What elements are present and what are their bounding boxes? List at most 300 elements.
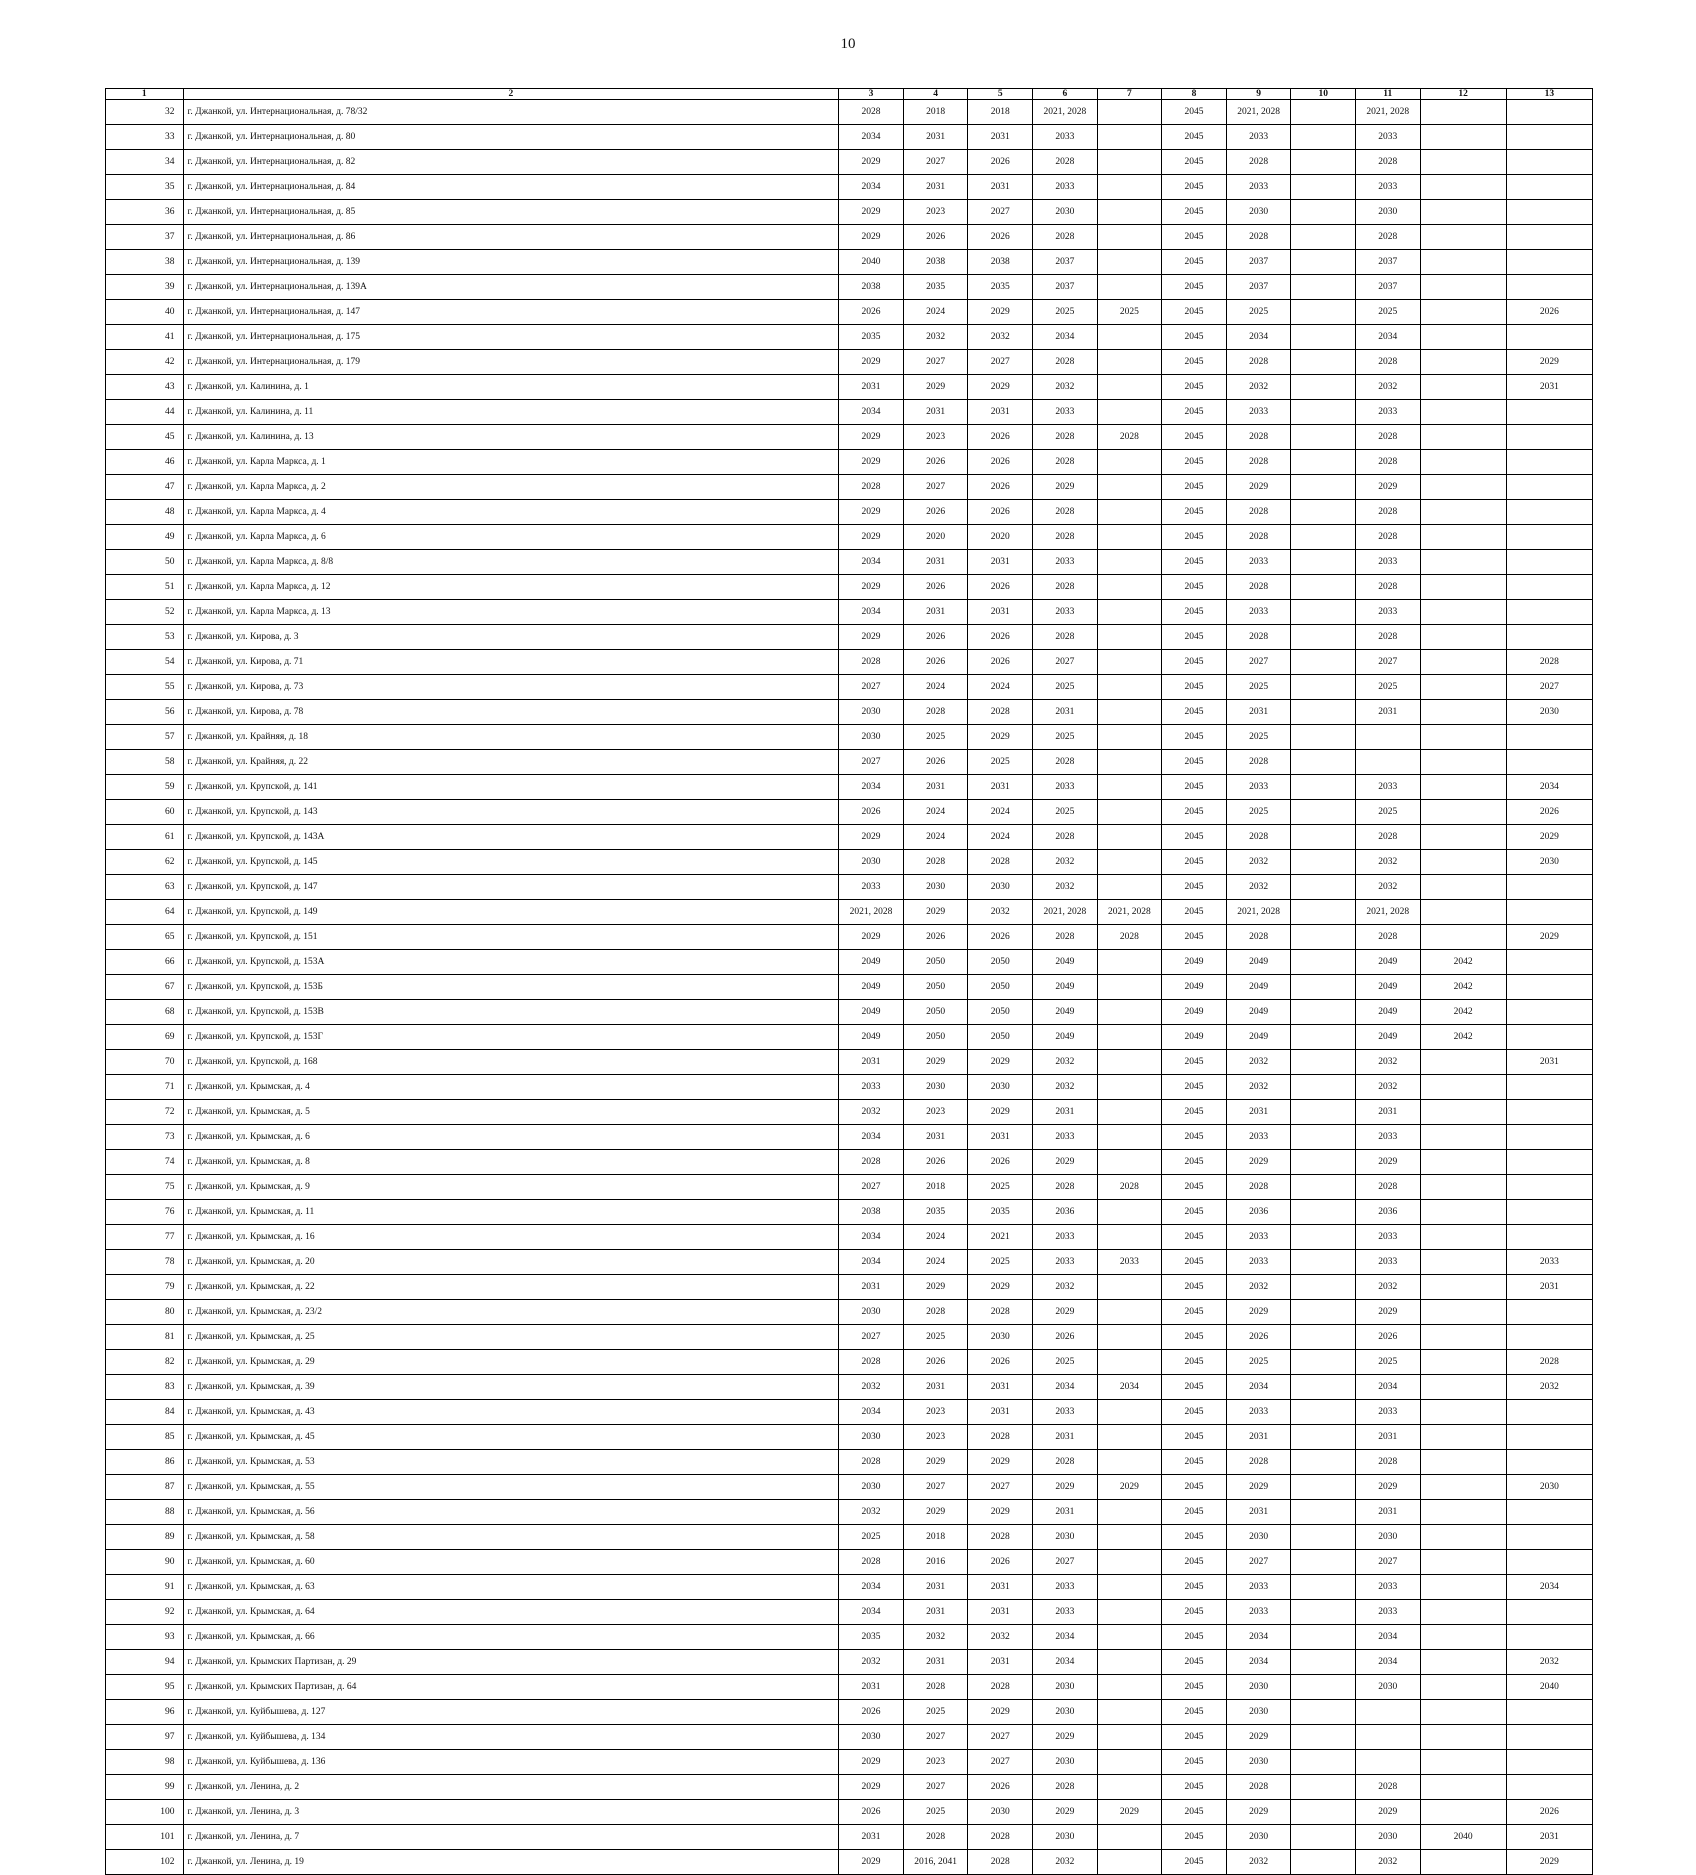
year-cell-col-7 [1097,1500,1162,1525]
year-cell-col-3: 2034 [839,175,904,200]
year-cell-col-5: 2026 [968,625,1033,650]
year-cell-col-4: 2026 [903,750,968,775]
year-cell-col-10 [1291,125,1356,150]
year-cell-col-3: 2034 [839,125,904,150]
address-cell: г. Джанкой, ул. Крупской, д. 151 [183,925,839,950]
address-cell: г. Джанкой, ул. Куйбышева, д. 127 [183,1700,839,1725]
year-cell-col-5: 2026 [968,450,1033,475]
year-cell-col-13: 2026 [1506,300,1592,325]
year-cell-col-7 [1097,275,1162,300]
year-cell-col-8: 2045 [1162,100,1227,125]
address-cell: г. Джанкой, ул. Крымская, д. 5 [183,1100,839,1125]
year-cell-col-5: 2029 [968,725,1033,750]
year-cell-col-10 [1291,1525,1356,1550]
year-cell-col-13 [1506,950,1592,975]
year-cell-col-6: 2033 [1033,400,1098,425]
year-cell-col-13 [1506,1550,1592,1575]
row-number-cell: 57 [106,725,184,750]
year-cell-col-8: 2045 [1162,1400,1227,1425]
row-number-cell: 63 [106,875,184,900]
year-cell-col-11: 2033 [1356,1400,1421,1425]
year-cell-col-12 [1420,1400,1506,1425]
year-cell-col-9: 2032 [1226,1275,1291,1300]
year-cell-col-8: 2049 [1162,1025,1227,1050]
year-cell-col-9: 2028 [1226,925,1291,950]
table-row [106,425,1593,450]
address-cell: г. Джанкой, ул. Карла Маркса, д. 12 [183,575,839,600]
address-cell: г. Джанкой, ул. Карла Маркса, д. 1 [183,450,839,475]
year-cell-col-6: 2025 [1033,725,1098,750]
year-cell-col-7: 2025 [1097,300,1162,325]
year-cell-col-5: 2029 [968,375,1033,400]
year-cell-col-5: 2038 [968,250,1033,275]
address-cell: г. Джанкой, ул. Интернациональная, д. 78/32 [183,100,839,125]
year-cell-col-7 [1097,350,1162,375]
year-cell-col-10 [1291,1275,1356,1300]
table-row [106,1625,1593,1650]
year-cell-col-4: 2031 [903,1650,968,1675]
year-cell-col-11 [1356,725,1421,750]
year-cell-col-3: 2034 [839,1600,904,1625]
table-row [106,1750,1593,1775]
year-cell-col-12 [1420,1750,1506,1775]
year-cell-col-6: 2029 [1033,1475,1098,1500]
year-cell-col-11: 2031 [1356,1425,1421,1450]
table-row [106,225,1593,250]
year-cell-col-7 [1097,125,1162,150]
year-cell-col-4: 2028 [903,1675,968,1700]
year-cell-col-8: 2045 [1162,600,1227,625]
year-cell-col-4: 2029 [903,1050,968,1075]
year-cell-col-7 [1097,1850,1162,1875]
year-cell-col-11: 2034 [1356,1650,1421,1675]
year-cell-col-9: 2037 [1226,275,1291,300]
year-cell-col-9: 2030 [1226,1525,1291,1550]
address-cell: г. Джанкой, ул. Кирова, д. 78 [183,700,839,725]
year-cell-col-9: 2033 [1226,1400,1291,1425]
year-cell-col-8: 2045 [1162,1325,1227,1350]
year-cell-col-6: 2027 [1033,1550,1098,1575]
year-cell-col-4: 2027 [903,350,968,375]
year-cell-col-7 [1097,150,1162,175]
row-number-cell: 48 [106,500,184,525]
year-cell-col-3: 2035 [839,1625,904,1650]
year-cell-col-10 [1291,950,1356,975]
housing-schedule-table-wrap [105,88,1593,1875]
year-cell-col-6: 2049 [1033,1025,1098,1050]
year-cell-col-5: 2029 [968,1450,1033,1475]
year-cell-col-9: 2049 [1226,950,1291,975]
year-cell-col-11 [1356,750,1421,775]
year-cell-col-4: 2023 [903,425,968,450]
year-cell-col-12: 2042 [1420,975,1506,1000]
year-cell-col-8: 2045 [1162,1125,1227,1150]
year-cell-col-13 [1506,275,1592,300]
year-cell-col-13 [1506,1075,1592,1100]
year-cell-col-10 [1291,1375,1356,1400]
address-cell: г. Джанкой, ул. Крымская, д. 11 [183,1200,839,1225]
year-cell-col-9: 2033 [1226,400,1291,425]
year-cell-col-5: 2029 [968,300,1033,325]
year-cell-col-13 [1506,250,1592,275]
year-cell-col-12 [1420,525,1506,550]
address-cell: г. Джанкой, ул. Крымская, д. 23/2 [183,1300,839,1325]
year-cell-col-13 [1506,1125,1592,1150]
year-cell-col-13 [1506,1450,1592,1475]
year-cell-col-7 [1097,1650,1162,1675]
year-cell-col-10 [1291,400,1356,425]
year-cell-col-8: 2045 [1162,1175,1227,1200]
address-cell: г. Джанкой, ул. Куйбышева, д. 136 [183,1750,839,1775]
year-cell-col-12 [1420,1050,1506,1075]
year-cell-col-7: 2028 [1097,425,1162,450]
year-cell-col-12: 2042 [1420,950,1506,975]
year-cell-col-6: 2033 [1033,175,1098,200]
year-cell-col-8: 2045 [1162,1625,1227,1650]
year-cell-col-4: 2026 [903,1350,968,1375]
year-cell-col-13 [1506,1600,1592,1625]
address-cell: г. Джанкой, ул. Карла Маркса, д. 8/8 [183,550,839,575]
address-cell: г. Джанкой, ул. Крайняя, д. 22 [183,750,839,775]
year-cell-col-3: 2026 [839,300,904,325]
year-cell-col-3: 2034 [839,400,904,425]
year-cell-col-13: 2027 [1506,675,1592,700]
year-cell-col-5: 2031 [968,1575,1033,1600]
year-cell-col-13 [1506,1525,1592,1550]
year-cell-col-4: 2031 [903,1125,968,1150]
year-cell-col-5: 2030 [968,1800,1033,1825]
year-cell-col-3: 2026 [839,1700,904,1725]
year-cell-col-4: 2023 [903,1400,968,1425]
year-cell-col-10 [1291,500,1356,525]
table-row [106,475,1593,500]
row-number-cell: 44 [106,400,184,425]
year-cell-col-12 [1420,150,1506,175]
row-number-cell: 98 [106,1750,184,1775]
year-cell-col-11: 2032 [1356,1075,1421,1100]
year-cell-col-12 [1420,1100,1506,1125]
year-cell-col-6: 2032 [1033,1275,1098,1300]
year-cell-col-5: 2027 [968,1725,1033,1750]
year-cell-col-9: 2032 [1226,1850,1291,1875]
column-header-12: 12 [1420,89,1506,100]
row-number-cell: 101 [106,1825,184,1850]
year-cell-col-6: 2028 [1033,575,1098,600]
table-row [106,300,1593,325]
year-cell-col-9: 2034 [1226,325,1291,350]
year-cell-col-11: 2033 [1356,175,1421,200]
year-cell-col-12 [1420,1125,1506,1150]
year-cell-col-6: 2025 [1033,800,1098,825]
year-cell-col-9: 2028 [1226,150,1291,175]
year-cell-col-13 [1506,1325,1592,1350]
year-cell-col-10 [1291,1350,1356,1375]
year-cell-col-12 [1420,1500,1506,1525]
year-cell-col-5: 2025 [968,1175,1033,1200]
year-cell-col-9: 2032 [1226,1050,1291,1075]
year-cell-col-6: 2030 [1033,1675,1098,1700]
year-cell-col-9: 2028 [1226,1175,1291,1200]
year-cell-col-10 [1291,350,1356,375]
table-row [106,1275,1593,1300]
year-cell-col-12 [1420,450,1506,475]
year-cell-col-5: 2031 [968,400,1033,425]
year-cell-col-6: 2049 [1033,975,1098,1000]
address-cell: г. Джанкой, ул. Кирова, д. 73 [183,675,839,700]
year-cell-col-3: 2029 [839,525,904,550]
year-cell-col-5: 2028 [968,1425,1033,1450]
year-cell-col-7 [1097,1350,1162,1375]
year-cell-col-8: 2045 [1162,1475,1227,1500]
year-cell-col-9: 2033 [1226,1225,1291,1250]
table-row [106,1225,1593,1250]
year-cell-col-9: 2033 [1226,600,1291,625]
year-cell-col-7 [1097,400,1162,425]
table-row [106,1800,1593,1825]
year-cell-col-6: 2029 [1033,1300,1098,1325]
year-cell-col-10 [1291,475,1356,500]
table-row [106,450,1593,475]
address-cell: г. Джанкой, ул. Интернациональная, д. 86 [183,225,839,250]
year-cell-col-11: 2049 [1356,1000,1421,1025]
year-cell-col-9: 2027 [1226,1550,1291,1575]
year-cell-col-4: 2024 [903,1250,968,1275]
year-cell-col-3: 2031 [839,1050,904,1075]
row-number-cell: 37 [106,225,184,250]
table-row [106,150,1593,175]
year-cell-col-12 [1420,125,1506,150]
year-cell-col-3: 2038 [839,1200,904,1225]
table-row [106,275,1593,300]
year-cell-col-3: 2026 [839,800,904,825]
year-cell-col-8: 2045 [1162,575,1227,600]
year-cell-col-5: 2026 [968,650,1033,675]
row-number-cell: 76 [106,1200,184,1225]
year-cell-col-10 [1291,1300,1356,1325]
year-cell-col-10 [1291,1200,1356,1225]
table-row [106,1250,1593,1275]
year-cell-col-13 [1506,575,1592,600]
year-cell-col-5: 2026 [968,1550,1033,1575]
year-cell-col-8: 2045 [1162,125,1227,150]
year-cell-col-3: 2028 [839,100,904,125]
year-cell-col-9: 2028 [1226,625,1291,650]
year-cell-col-12 [1420,1775,1506,1800]
year-cell-col-9: 2029 [1226,1300,1291,1325]
year-cell-col-5: 2025 [968,1250,1033,1275]
year-cell-col-5: 2028 [968,1675,1033,1700]
year-cell-col-6: 2032 [1033,1850,1098,1875]
year-cell-col-8: 2045 [1162,1775,1227,1800]
address-cell: г. Джанкой, ул. Крупской, д. 153Б [183,975,839,1000]
year-cell-col-7 [1097,1725,1162,1750]
year-cell-col-7: 2029 [1097,1800,1162,1825]
year-cell-col-6: 2032 [1033,1075,1098,1100]
table-row [106,1375,1593,1400]
year-cell-col-13 [1506,1425,1592,1450]
year-cell-col-13: 2032 [1506,1375,1592,1400]
year-cell-col-4: 2024 [903,1225,968,1250]
year-cell-col-12 [1420,600,1506,625]
year-cell-col-10 [1291,450,1356,475]
year-cell-col-12 [1420,1700,1506,1725]
year-cell-col-8: 2045 [1162,200,1227,225]
year-cell-col-10 [1291,925,1356,950]
year-cell-col-8: 2045 [1162,875,1227,900]
year-cell-col-10 [1291,150,1356,175]
year-cell-col-6: 2033 [1033,550,1098,575]
year-cell-col-7 [1097,375,1162,400]
year-cell-col-9: 2028 [1226,1775,1291,1800]
year-cell-col-4: 2024 [903,675,968,700]
year-cell-col-6: 2028 [1033,625,1098,650]
year-cell-col-3: 2049 [839,975,904,1000]
year-cell-col-7 [1097,175,1162,200]
year-cell-col-12 [1420,550,1506,575]
year-cell-col-12 [1420,475,1506,500]
year-cell-col-3: 2026 [839,1800,904,1825]
year-cell-col-8: 2045 [1162,1450,1227,1475]
address-cell: г. Джанкой, ул. Крымская, д. 64 [183,1600,839,1625]
year-cell-col-13: 2034 [1506,1575,1592,1600]
year-cell-col-11: 2031 [1356,700,1421,725]
year-cell-col-12 [1420,1275,1506,1300]
year-cell-col-5: 2028 [968,1825,1033,1850]
year-cell-col-3: 2029 [839,1750,904,1775]
row-number-cell: 49 [106,525,184,550]
year-cell-col-4: 2027 [903,1725,968,1750]
year-cell-col-8: 2045 [1162,1675,1227,1700]
table-row [106,1850,1593,1875]
year-cell-col-11: 2025 [1356,800,1421,825]
year-cell-col-13 [1506,1025,1592,1050]
year-cell-col-10 [1291,1700,1356,1725]
year-cell-col-9: 2021, 2028 [1226,900,1291,925]
year-cell-col-8: 2045 [1162,400,1227,425]
year-cell-col-7 [1097,1050,1162,1075]
column-header-6: 6 [1033,89,1098,100]
year-cell-col-4: 2028 [903,1300,968,1325]
year-cell-col-11: 2037 [1356,250,1421,275]
year-cell-col-13 [1506,1300,1592,1325]
year-cell-col-8: 2045 [1162,800,1227,825]
year-cell-col-8: 2045 [1162,1700,1227,1725]
year-cell-col-5: 2032 [968,900,1033,925]
year-cell-col-10 [1291,1100,1356,1125]
year-cell-col-5: 2026 [968,1150,1033,1175]
year-cell-col-13: 2033 [1506,1250,1592,1275]
year-cell-col-10 [1291,825,1356,850]
year-cell-col-13 [1506,625,1592,650]
year-cell-col-13: 2029 [1506,350,1592,375]
year-cell-col-6: 2033 [1033,600,1098,625]
address-cell: г. Джанкой, ул. Крымских Партизан, д. 64 [183,1675,839,1700]
year-cell-col-5: 2029 [968,1275,1033,1300]
year-cell-col-13 [1506,975,1592,1000]
address-cell: г. Джанкой, ул. Крымская, д. 63 [183,1575,839,1600]
year-cell-col-13: 2040 [1506,1675,1592,1700]
year-cell-col-8: 2045 [1162,275,1227,300]
year-cell-col-6: 2033 [1033,1600,1098,1625]
row-number-cell: 38 [106,250,184,275]
year-cell-col-11: 2033 [1356,775,1421,800]
year-cell-col-9: 2028 [1226,350,1291,375]
year-cell-col-9: 2028 [1226,425,1291,450]
year-cell-col-4: 2029 [903,1450,968,1475]
column-header-1: 1 [106,89,184,100]
year-cell-col-13 [1506,1625,1592,1650]
table-row [106,1150,1593,1175]
table-row [106,1725,1593,1750]
year-cell-col-8: 2045 [1162,750,1227,775]
address-cell: г. Джанкой, ул. Калинина, д. 1 [183,375,839,400]
year-cell-col-12 [1420,225,1506,250]
year-cell-col-7 [1097,550,1162,575]
year-cell-col-6: 2030 [1033,1825,1098,1850]
year-cell-col-8: 2045 [1162,1825,1227,1850]
year-cell-col-7: 2021, 2028 [1097,900,1162,925]
year-cell-col-11: 2028 [1356,925,1421,950]
year-cell-col-9: 2049 [1226,975,1291,1000]
address-cell: г. Джанкой, ул. Крымская, д. 6 [183,1125,839,1150]
year-cell-col-13 [1506,325,1592,350]
year-cell-col-8: 2045 [1162,1650,1227,1675]
year-cell-col-10 [1291,1850,1356,1875]
row-number-cell: 68 [106,1000,184,1025]
year-cell-col-10 [1291,425,1356,450]
year-cell-col-12 [1420,1550,1506,1575]
year-cell-col-4: 2025 [903,725,968,750]
year-cell-col-10 [1291,1775,1356,1800]
year-cell-col-10 [1291,100,1356,125]
year-cell-col-12 [1420,1525,1506,1550]
year-cell-col-9: 2033 [1226,175,1291,200]
year-cell-col-6: 2030 [1033,1700,1098,1725]
year-cell-col-8: 2045 [1162,1850,1227,1875]
year-cell-col-9: 2034 [1226,1650,1291,1675]
row-number-cell: 78 [106,1250,184,1275]
year-cell-col-11: 2029 [1356,1300,1421,1325]
year-cell-col-3: 2032 [839,1500,904,1525]
year-cell-col-5: 2031 [968,175,1033,200]
year-cell-col-13: 2028 [1506,1350,1592,1375]
year-cell-col-5: 2028 [968,700,1033,725]
year-cell-col-13 [1506,425,1592,450]
year-cell-col-8: 2045 [1162,425,1227,450]
year-cell-col-4: 2026 [903,450,968,475]
row-number-cell: 99 [106,1775,184,1800]
year-cell-col-5: 2026 [968,1350,1033,1375]
year-cell-col-12 [1420,200,1506,225]
row-number-cell: 74 [106,1150,184,1175]
address-cell: г. Джанкой, ул. Крымская, д. 16 [183,1225,839,1250]
year-cell-col-9: 2034 [1226,1625,1291,1650]
year-cell-col-3: 2029 [839,575,904,600]
year-cell-col-8: 2045 [1162,350,1227,375]
year-cell-col-10 [1291,675,1356,700]
year-cell-col-8: 2045 [1162,625,1227,650]
year-cell-col-5: 2032 [968,1625,1033,1650]
year-cell-col-8: 2045 [1162,1100,1227,1125]
year-cell-col-13 [1506,525,1592,550]
table-row [106,750,1593,775]
year-cell-col-3: 2027 [839,1175,904,1200]
year-cell-col-4: 2026 [903,500,968,525]
year-cell-col-11: 2034 [1356,1625,1421,1650]
year-cell-col-4: 2027 [903,150,968,175]
year-cell-col-11: 2049 [1356,950,1421,975]
address-cell: г. Джанкой, ул. Интернациональная, д. 139 [183,250,839,275]
